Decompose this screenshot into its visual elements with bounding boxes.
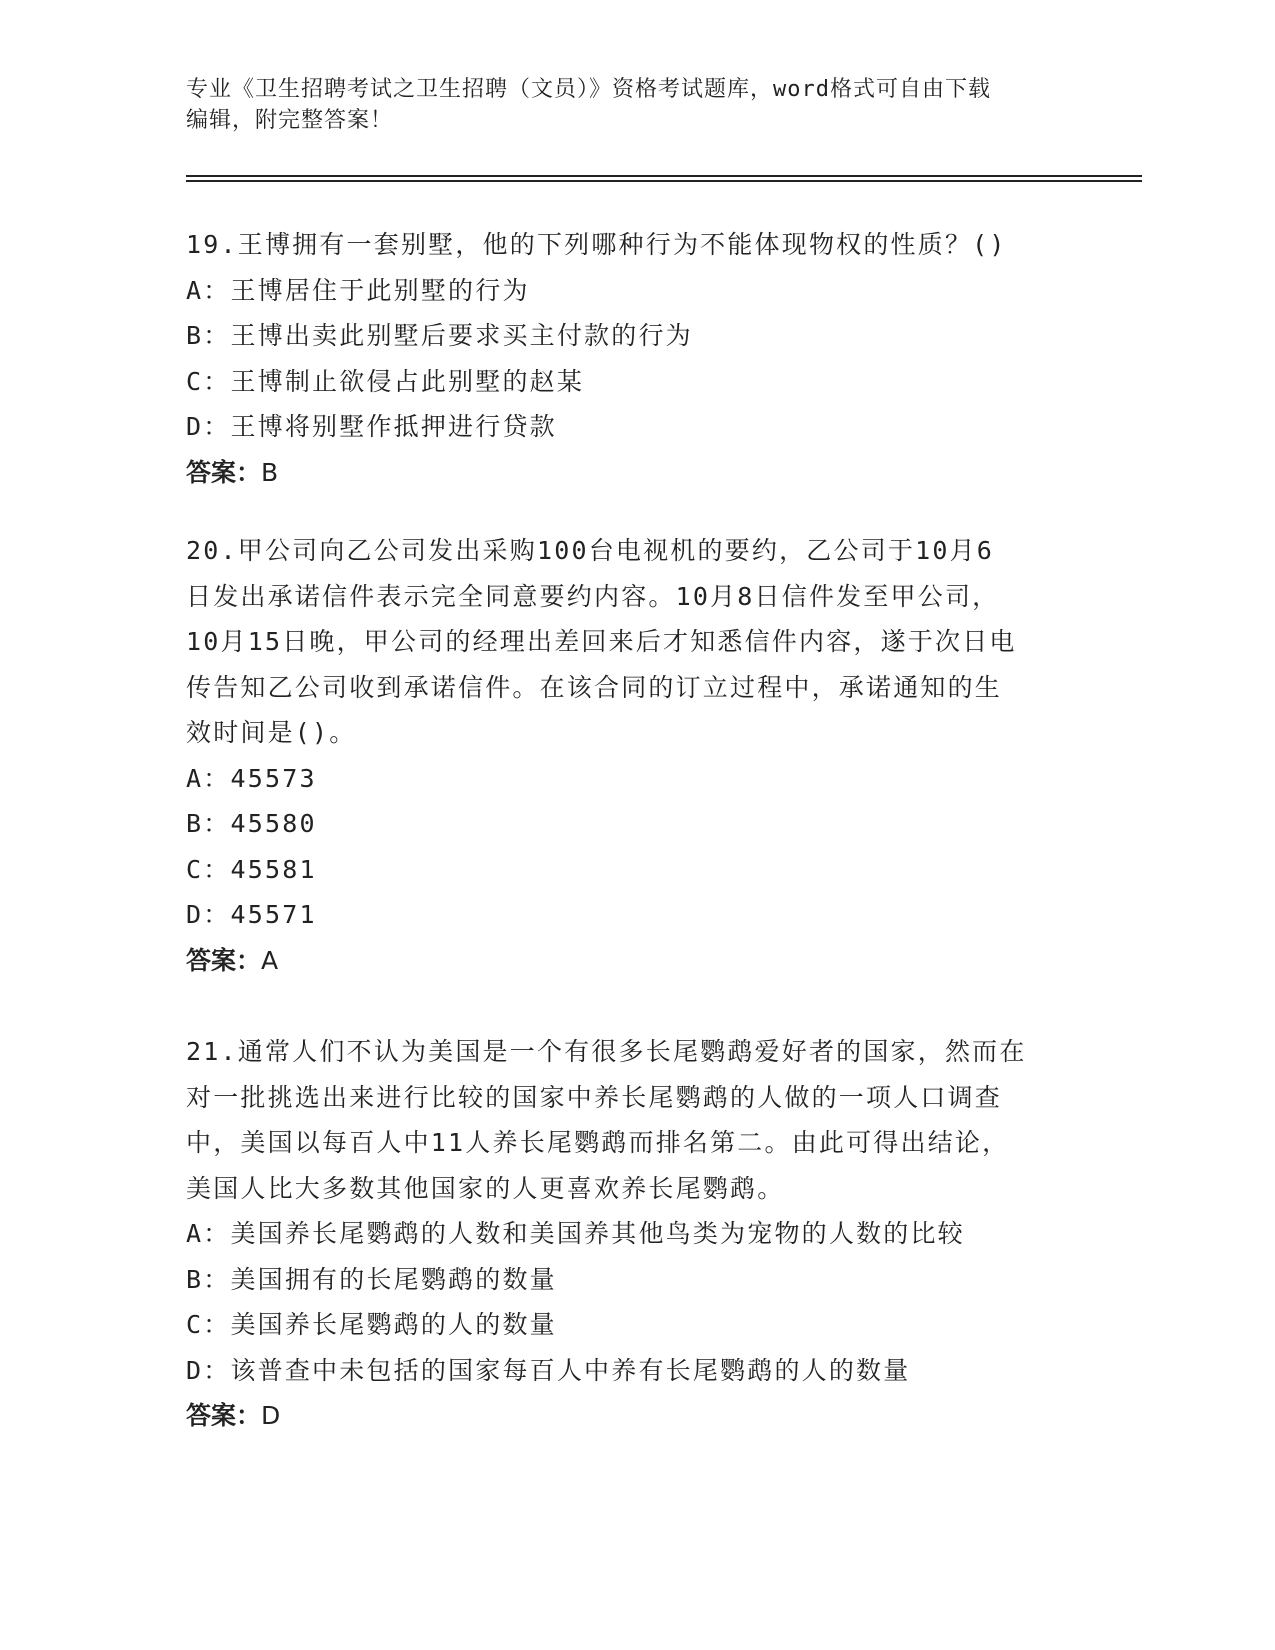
stem-line: 19.王博拥有一套别墅，他的下列哪种行为不能体现物权的性质？() [186,230,1007,259]
answer-label: 答案： [186,457,262,487]
answer [186,1393,1086,1439]
option-c: C：王博制止欲侵占此别墅的赵某 [186,366,585,396]
stem-line: 传告知乙公司收到承诺信件。在该合同的订立过程中，承诺通知的生 [186,672,1003,702]
question-stem [186,1029,1086,1211]
stem-line: 10月15日晚，甲公司的经理出差回来后才知悉信件内容，遂于次日电 [186,627,1017,656]
option-a: A：王博居住于此别墅的行为 [186,275,530,305]
stem-line: 20.甲公司向乙公司发出采购100台电视机的要约，乙公司于10月6 [186,536,995,565]
stem-line: 中，美国以每百人中11人养长尾鹦鹉而排名第二。由此可得出结论， [186,1128,1010,1157]
answer [186,938,1086,984]
stem-line: 对一批挑选出来进行比较的国家中养长尾鹦鹉的人做的一项人口调查 [186,1082,1003,1112]
option-b: B：45580 [186,809,317,838]
option-d: D：王博将别墅作抵押进行贷款 [186,412,557,441]
stem-line: 21.通常人们不认为美国是一个有很多长尾鹦鹉爱好者的国家，然而在 [186,1037,1027,1066]
stem-line: 效时间是()。 [186,718,357,747]
option-b: B：美国拥有的长尾鹦鹉的数量 [186,1264,557,1294]
option-a: A：45573 [186,763,317,793]
answer-value: B [261,457,279,487]
question-stem [186,222,1086,268]
question-19 [186,222,1086,495]
question-stem [186,528,1086,756]
answer-value: D [261,1401,281,1430]
document-header [186,74,1086,136]
question-20 [186,528,1086,983]
option-d: D：该普查中未包括的国家每百人中养有长尾鹦鹉的人的数量 [186,1355,911,1385]
question-21 [186,1029,1086,1439]
stem-line: 美国人比大多数其他国家的人更喜欢养长尾鹦鹉。 [186,1173,785,1203]
answer-label: 答案： [186,1401,262,1430]
header-line-1: 专业《卫生招聘考试之卫生招聘（文员）》资格考试题库，word格式可自由下载 [186,77,991,102]
answer-value: A [261,945,279,975]
header-divider-bottom [186,180,1142,182]
header-divider-top [186,175,1142,177]
option-c: C：美国养长尾鹦鹉的人的数量 [186,1310,557,1339]
answer-label: 答案： [186,945,262,975]
option-b: B：王博出卖此别墅后要求买主付款的行为 [186,321,693,350]
answer [186,450,1086,496]
option-a: A：美国养长尾鹦鹉的人数和美国养其他鸟类为宠物的人数的比较 [186,1219,965,1248]
option-d: D：45571 [186,900,317,929]
header-line-2: 编辑，附完整答案！ [186,108,394,133]
option-c: C：45581 [186,854,317,884]
stem-line: 日发出承诺信件表示完全同意要约内容。10月8日信件发至甲公司， [186,581,1000,611]
